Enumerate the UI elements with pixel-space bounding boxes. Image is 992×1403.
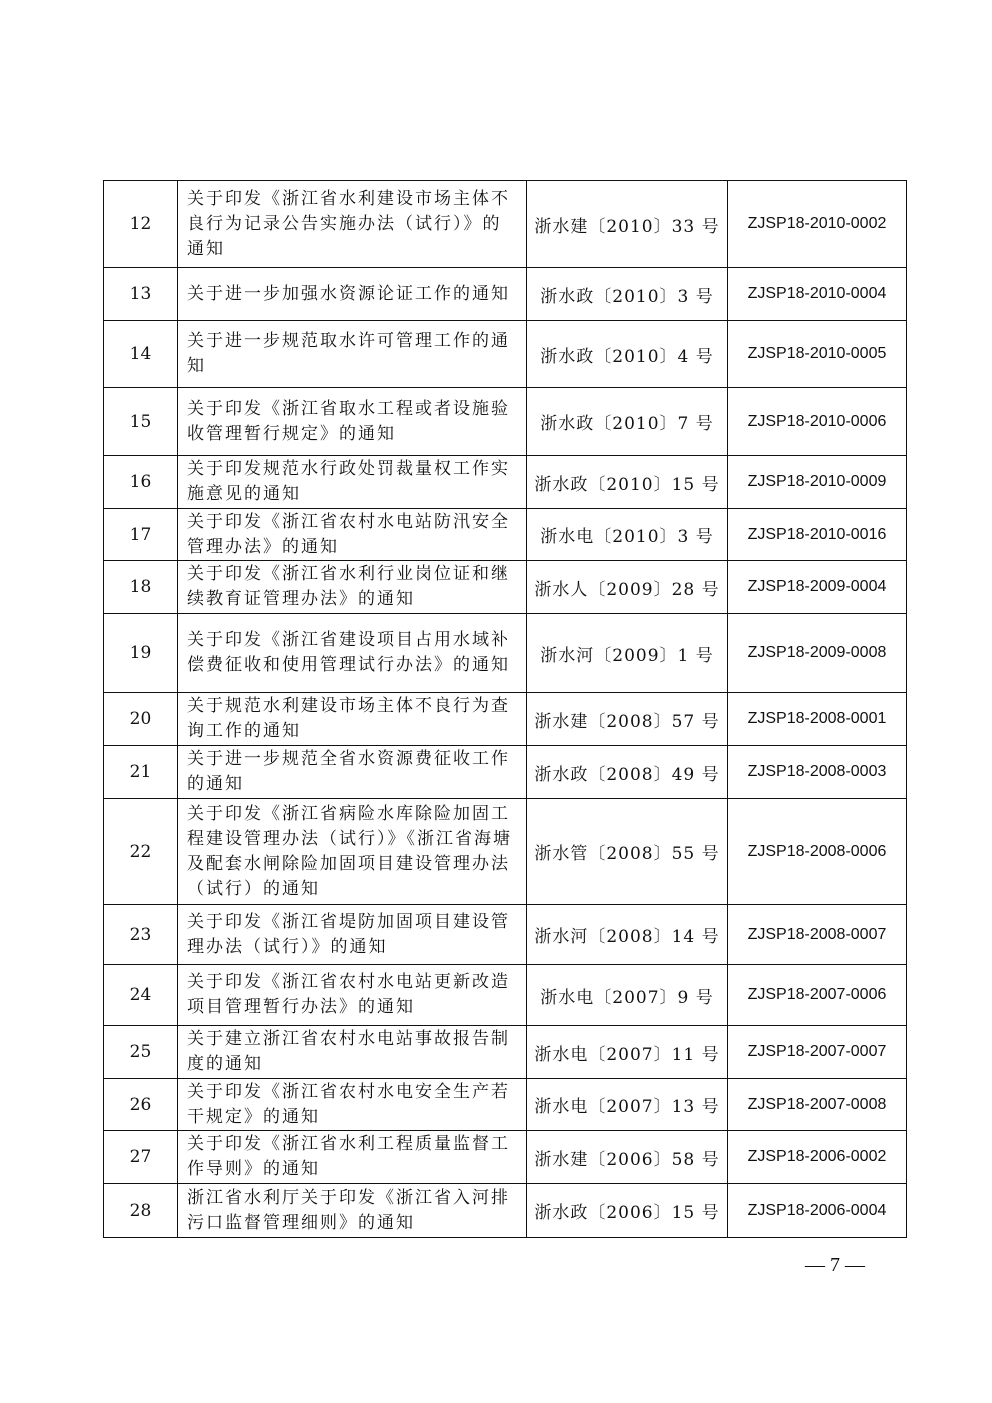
document-number-cell: 浙水政〔2010〕15 号 bbox=[527, 456, 728, 509]
document-title-cell: 关于规范水利建设市场主体不良行为查询工作的通知 bbox=[178, 693, 527, 746]
row-number-cell: 22 bbox=[104, 799, 178, 905]
table-row bbox=[104, 509, 907, 561]
registration-code-cell: ZJSP18-2008-0001 bbox=[728, 693, 907, 746]
registration-code-cell: ZJSP18-2008-0007 bbox=[728, 905, 907, 965]
row-number-cell: 13 bbox=[104, 268, 178, 321]
table-row bbox=[104, 388, 907, 456]
document-title-cell: 关于印发《浙江省堤防加固项目建设管理办法（试行）》的通知 bbox=[178, 905, 527, 965]
row-number-cell: 20 bbox=[104, 693, 178, 746]
registration-code-cell: ZJSP18-2008-0006 bbox=[728, 799, 907, 905]
document-title-cell: 关于印发《浙江省水利行业岗位证和继续教育证管理办法》的通知 bbox=[178, 561, 527, 614]
registration-code-cell: ZJSP18-2009-0008 bbox=[728, 614, 907, 693]
table-row bbox=[104, 1079, 907, 1131]
registration-code-cell: ZJSP18-2007-0006 bbox=[728, 965, 907, 1026]
page-number: — 7 — bbox=[805, 1254, 865, 1276]
row-number-cell: 27 bbox=[104, 1131, 178, 1184]
document-number-cell: 浙水管〔2008〕55 号 bbox=[527, 799, 728, 905]
registration-code-cell: ZJSP18-2010-0009 bbox=[728, 456, 907, 509]
document-title-cell: 关于印发《浙江省建设项目占用水域补偿费征收和使用管理试行办法》的通知 bbox=[178, 614, 527, 693]
document-number-cell: 浙水政〔2006〕15 号 bbox=[527, 1184, 728, 1238]
row-number-cell: 12 bbox=[104, 181, 178, 268]
table-row bbox=[104, 799, 907, 905]
document-title-cell: 关于建立浙江省农村水电站事故报告制度的通知 bbox=[178, 1026, 527, 1079]
table-row bbox=[104, 1131, 907, 1184]
table-row bbox=[104, 181, 907, 268]
registration-code-cell: ZJSP18-2010-0004 bbox=[728, 268, 907, 321]
row-number-cell: 21 bbox=[104, 746, 178, 799]
table-row bbox=[104, 693, 907, 746]
table-row bbox=[104, 1026, 907, 1079]
registration-code-cell: ZJSP18-2008-0003 bbox=[728, 746, 907, 799]
table-body bbox=[104, 181, 907, 1238]
document-title-cell: 关于印发《浙江省水利工程质量监督工作导则》的通知 bbox=[178, 1131, 527, 1184]
document-number-cell: 浙水建〔2008〕57 号 bbox=[527, 693, 728, 746]
row-number-cell: 24 bbox=[104, 965, 178, 1026]
document-number-cell: 浙水建〔2010〕33 号 bbox=[527, 181, 728, 268]
document-title-cell: 关于印发《浙江省农村水电站更新改造项目管理暂行办法》的通知 bbox=[178, 965, 527, 1026]
table-row bbox=[104, 965, 907, 1026]
document-title-cell: 关于进一步规范取水许可管理工作的通知 bbox=[178, 321, 527, 388]
table-row bbox=[104, 321, 907, 388]
registration-code-cell: ZJSP18-2010-0005 bbox=[728, 321, 907, 388]
document-number-cell: 浙水政〔2010〕7 号 bbox=[527, 388, 728, 456]
table-row bbox=[104, 1184, 907, 1238]
document-number-cell: 浙水政〔2010〕4 号 bbox=[527, 321, 728, 388]
document-number-cell: 浙水政〔2008〕49 号 bbox=[527, 746, 728, 799]
table-row bbox=[104, 456, 907, 509]
document-title-cell: 关于印发规范水行政处罚裁量权工作实施意见的通知 bbox=[178, 456, 527, 509]
document-number-cell: 浙水电〔2007〕13 号 bbox=[527, 1079, 728, 1131]
document-title-cell: 关于印发《浙江省取水工程或者设施验收管理暂行规定》的通知 bbox=[178, 388, 527, 456]
document-number-cell: 浙水人〔2009〕28 号 bbox=[527, 561, 728, 614]
document-number-cell: 浙水河〔2009〕1 号 bbox=[527, 614, 728, 693]
row-number-cell: 17 bbox=[104, 509, 178, 561]
row-number-cell: 18 bbox=[104, 561, 178, 614]
row-number-cell: 15 bbox=[104, 388, 178, 456]
document-number-cell: 浙水电〔2007〕9 号 bbox=[527, 965, 728, 1026]
registration-code-cell: ZJSP18-2007-0007 bbox=[728, 1026, 907, 1079]
table-row bbox=[104, 561, 907, 614]
registration-code-cell: ZJSP18-2007-0008 bbox=[728, 1079, 907, 1131]
row-number-cell: 19 bbox=[104, 614, 178, 693]
registration-code-cell: ZJSP18-2009-0004 bbox=[728, 561, 907, 614]
row-number-cell: 26 bbox=[104, 1079, 178, 1131]
registration-code-cell: ZJSP18-2010-0002 bbox=[728, 181, 907, 268]
document-table bbox=[103, 180, 907, 1238]
document-number-cell: 浙水政〔2010〕3 号 bbox=[527, 268, 728, 321]
table-row bbox=[104, 746, 907, 799]
row-number-cell: 14 bbox=[104, 321, 178, 388]
registration-code-cell: ZJSP18-2010-0006 bbox=[728, 388, 907, 456]
document-number-cell: 浙水电〔2007〕11 号 bbox=[527, 1026, 728, 1079]
table-row bbox=[104, 268, 907, 321]
document-number-cell: 浙水河〔2008〕14 号 bbox=[527, 905, 728, 965]
registration-code-cell: ZJSP18-2006-0002 bbox=[728, 1131, 907, 1184]
row-number-cell: 16 bbox=[104, 456, 178, 509]
table-row bbox=[104, 905, 907, 965]
registration-code-cell: ZJSP18-2010-0016 bbox=[728, 509, 907, 561]
document-title-cell: 关于印发《浙江省水利建设市场主体不良行为记录公告实施办法（试行）》的通知 bbox=[178, 181, 527, 268]
row-number-cell: 28 bbox=[104, 1184, 178, 1238]
document-title-cell: 关于印发《浙江省农村水电安全生产若干规定》的通知 bbox=[178, 1079, 527, 1131]
document-title-cell: 关于进一步规范全省水资源费征收工作的通知 bbox=[178, 746, 527, 799]
registration-code-cell: ZJSP18-2006-0004 bbox=[728, 1184, 907, 1238]
document-title-cell: 浙江省水利厅关于印发《浙江省入河排污口监督管理细则》的通知 bbox=[178, 1184, 527, 1238]
document-number-cell: 浙水建〔2006〕58 号 bbox=[527, 1131, 728, 1184]
row-number-cell: 23 bbox=[104, 905, 178, 965]
row-number-cell: 25 bbox=[104, 1026, 178, 1079]
document-number-cell: 浙水电〔2010〕3 号 bbox=[527, 509, 728, 561]
document-title-cell: 关于进一步加强水资源论证工作的通知 bbox=[178, 268, 527, 321]
document-title-cell: 关于印发《浙江省病险水库除险加固工程建设管理办法（试行）》《浙江省海塘及配套水闸除险加固项目建设管理办法（试行）的通知 bbox=[178, 799, 527, 905]
document-title-cell: 关于印发《浙江省农村水电站防汛安全管理办法》的通知 bbox=[178, 509, 527, 561]
table-row bbox=[104, 614, 907, 693]
